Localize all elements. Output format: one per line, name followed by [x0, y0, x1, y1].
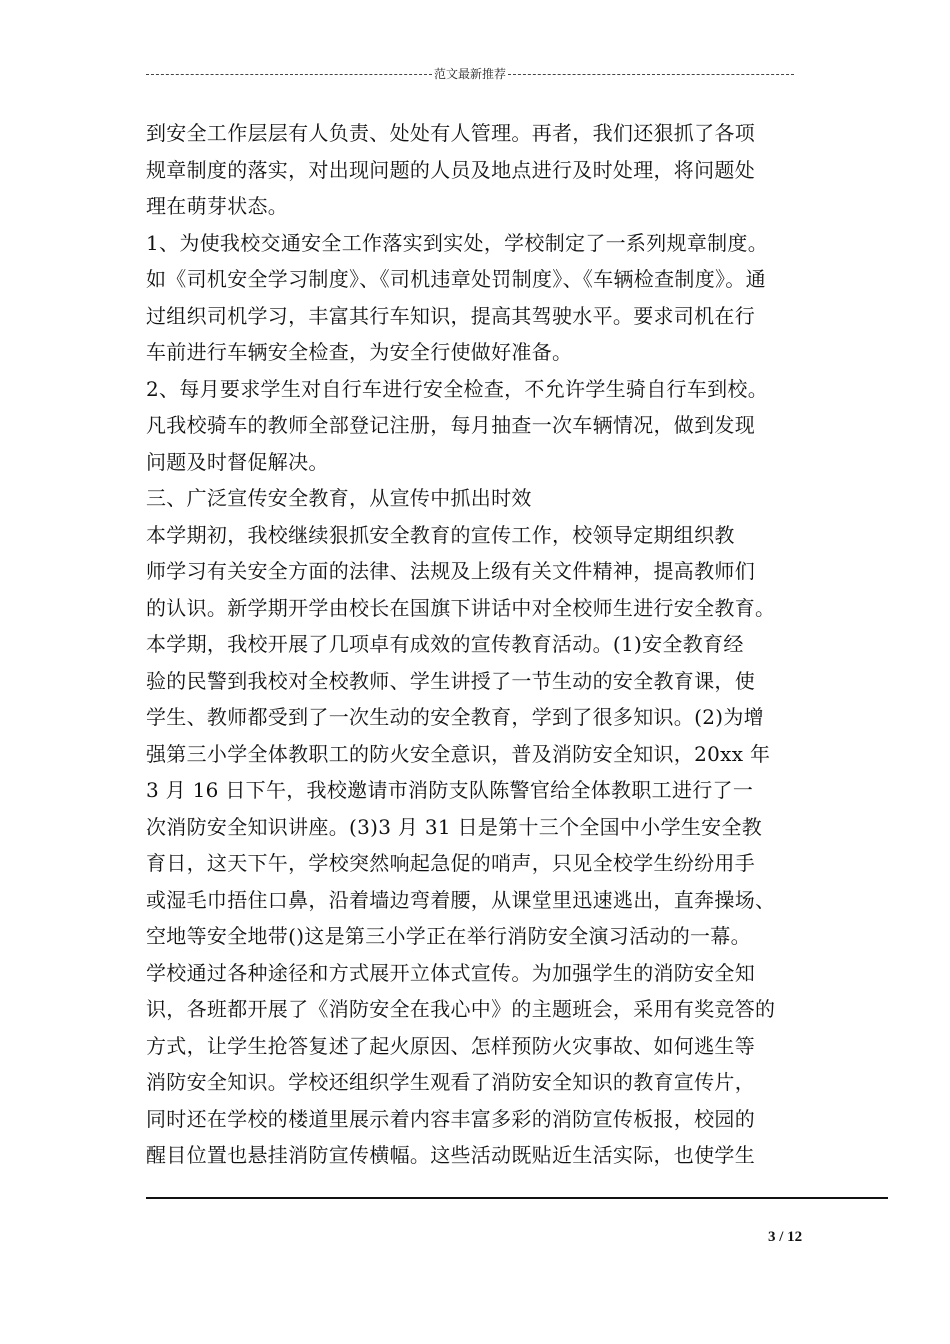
text-line: 或湿毛巾捂住口鼻，沿着墙边弯着腰，从课堂里迅速逃出，直奔操场、 [146, 887, 776, 912]
text-line: 过组织司机学习，丰富其行车知识，提高其驾驶水平。要求司机在行 [146, 303, 755, 328]
text-line: 规章制度的落实，对出现问题的人员及地点进行及时处理，将问题处 [146, 157, 755, 182]
page-number: 3 / 12 [768, 1229, 803, 1245]
document-body [146, 115, 816, 1174]
page-header [146, 66, 794, 82]
header-dashed-rule-left [146, 74, 432, 75]
text-line: 本学期，我校开展了几项卓有成效的宣传教育活动。(1)安全教育经 [146, 632, 744, 656]
text-line: 强第三小学全体教职工的防火安全意识，普及消防安全知识，20xx 年 [146, 741, 771, 766]
text-line: 如《司机安全学习制度》、《司机违章处罚制度》、《车辆检查制度》。通 [146, 267, 766, 291]
text-line: 方式，让学生抢答复述了起火原因、怎样预防火灾事故、如何逃生等 [146, 1033, 755, 1058]
header-title: 范文最新推荐 [434, 67, 507, 81]
text-line: 本学期初，我校继续狠抓安全教育的宣传工作，校领导定期组织教 [146, 522, 735, 547]
text-line: 问题及时督促解决。 [146, 449, 329, 474]
text-line: 理在萌芽状态。 [146, 194, 289, 218]
text-line: 消防安全知识。学校还组织学生观看了消防安全知识的教育宣传片， [146, 1070, 755, 1094]
text-line: 识，各班都开展了《消防安全在我心中》的主题班会，采用有奖竞答的 [146, 997, 776, 1021]
section-heading: 三、广泛宣传安全教育，从宣传中抓出时效 [146, 486, 532, 510]
text-line: 1、为使我校交通安全工作落实到实处，学校制定了一系列规章制度。 [146, 230, 769, 255]
text-line: 空地等安全地带()这是第三小学正在举行消防安全演习活动的一幕。 [146, 924, 751, 948]
text-line: 醒目位置也悬挂消防宣传横幅。这些活动既贴近生活实际，也使学生 [146, 1143, 755, 1167]
text-line: 凡我校骑车的教师全部登记注册，每月抽查一次车辆情况，做到发现 [146, 413, 755, 437]
header-dashed-rule-right [508, 74, 794, 75]
text-line: 的认识。新学期开学由校长在国旗下讲话中对全校师生进行安全教育。 [146, 595, 776, 620]
text-line: 同时还在学校的楼道里展示着内容丰富多彩的消防宣传板报，校园的 [146, 1106, 755, 1131]
text-line: 车前进行车辆安全检查，为安全行使做好准备。 [146, 340, 573, 364]
text-line: 验的民警到我校对全校教师、学生讲授了一节生动的安全教育课，使 [146, 668, 755, 693]
text-line: 次消防安全知识讲座。(3)3 月 31 日是第十三个全国中小学生安全教 [146, 814, 763, 839]
text-line: 育日，这天下午，学校突然响起急促的哨声，只见全校学生纷纷用手 [146, 851, 755, 875]
text-line: 师学习有关安全方面的法律、法规及上级有关文件精神，提高教师们 [146, 559, 755, 583]
text-line: 2、每月要求学生对自行车进行安全检查，不允许学生骑自行车到校。 [146, 376, 769, 401]
footer-rule [146, 1197, 888, 1199]
text-line: 学校通过各种途径和方式展开立体式宣传。为加强学生的消防安全知 [146, 960, 755, 985]
text-line: 学生、教师都受到了一次生动的安全教育，学到了很多知识。(2)为增 [146, 705, 764, 729]
text-line: 3 月 16 日下午，我校邀请市消防支队陈警官给全体教职工进行了一 [146, 778, 754, 802]
text-line: 到安全工作层层有人负责、处处有人管理。再者，我们还狠抓了各项 [146, 121, 755, 145]
